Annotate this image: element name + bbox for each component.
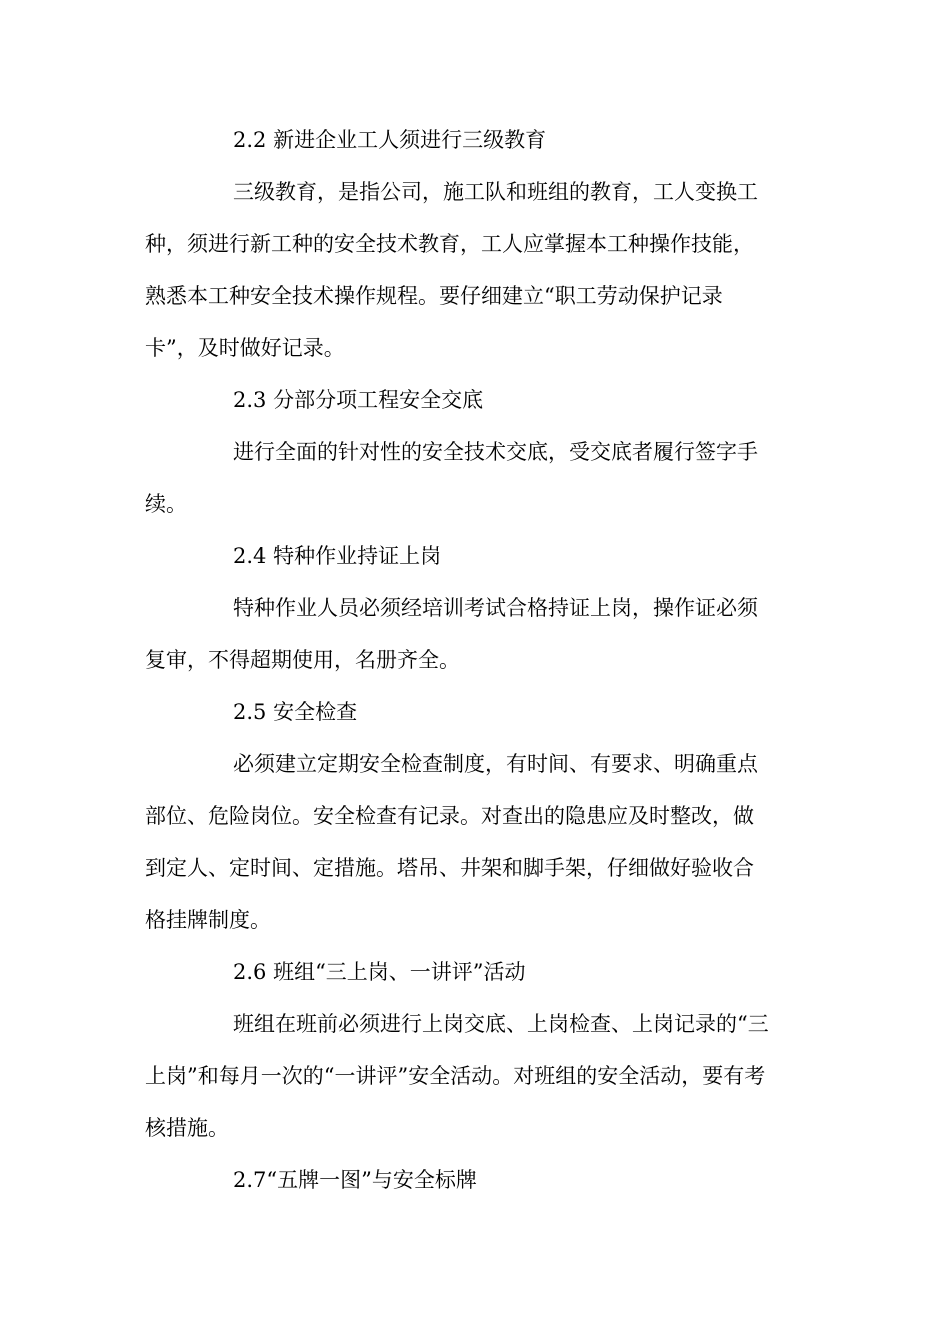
paragraph-line: 到定人、定时间、定措施。塔吊、井架和脚手架，仔细做好验收合: [145, 856, 754, 880]
document-page: [145, 114, 805, 1206]
paragraph-line: 班组在班前必须进行上岗交底、上岗检查、上岗记录的“三: [233, 1012, 769, 1036]
paragraph-line: 熟悉本工种安全技术操作规程。要仔细建立“职工劳动保护记录: [145, 284, 723, 308]
section-heading-2-5: 2.5 安全检查: [233, 700, 358, 724]
section-heading-2-7: 2.7“五牌一图”与安全标牌: [233, 1168, 477, 1192]
paragraph-line: 卡”，及时做好记录。: [145, 336, 345, 360]
paragraph-line: 种，须进行新工种的安全技术教育，工人应掌握本工种操作技能，: [145, 232, 754, 256]
paragraph-line: 三级教育，是指公司，施工队和班组的教育，工人变换工: [233, 180, 758, 204]
paragraph-line: 部位、危险岗位。安全检查有记录。对查出的隐患应及时整改，做: [145, 804, 754, 828]
paragraph-line: 特种作业人员必须经培训考试合格持证上岗，操作证必须: [233, 596, 758, 620]
paragraph-line: 进行全面的针对性的安全技术交底，受交底者履行签字手: [233, 440, 758, 464]
paragraph-line: 格挂牌制度。: [145, 908, 271, 932]
paragraph-line: 上岗”和每月一次的“一讲评”安全活动。对班组的安全活动，要有考: [145, 1064, 766, 1088]
section-heading-2-6: 2.6 班组“三上岗、一讲评”活动: [233, 960, 526, 984]
paragraph-line: 续。: [145, 492, 187, 516]
section-heading-2-3: 2.3 分部分项工程安全交底: [233, 388, 484, 412]
section-heading-2-4: 2.4 特种作业持证上岗: [233, 544, 442, 568]
paragraph-line: 复审，不得超期使用，名册齐全。: [145, 648, 460, 672]
section-heading-2-2: 2.2 新进企业工人须进行三级教育: [233, 128, 547, 152]
paragraph-line: 核措施。: [145, 1116, 229, 1140]
paragraph-line: 必须建立定期安全检查制度，有时间、有要求、明确重点: [233, 752, 758, 776]
